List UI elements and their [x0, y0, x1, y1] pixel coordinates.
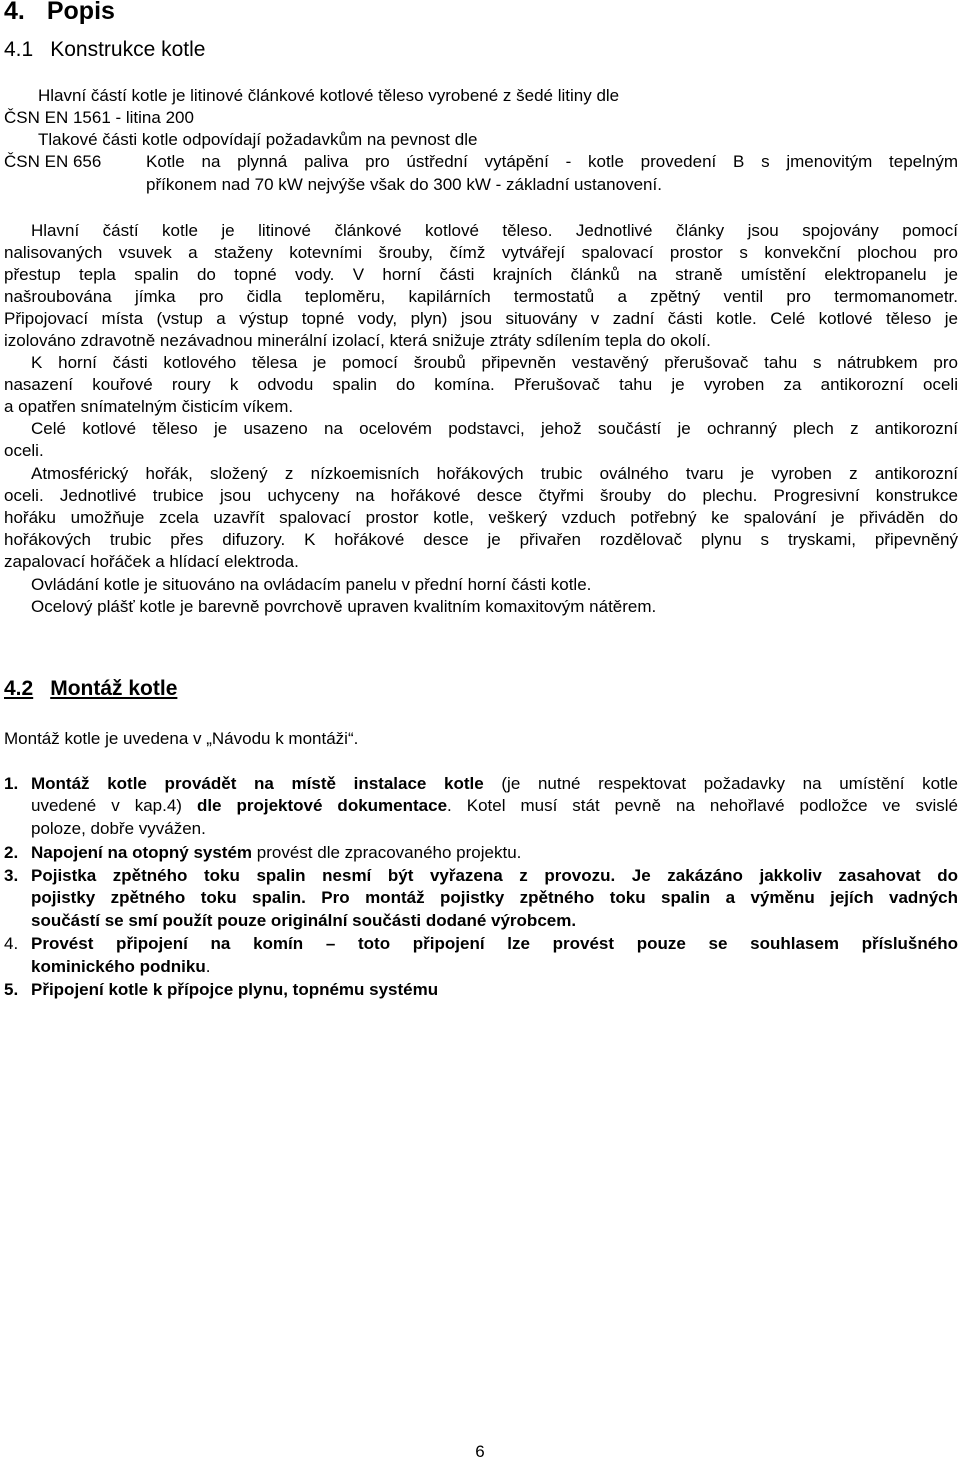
- list-item-2: Napojení na otopný systém provést dle zpracovaného projektu.: [31, 843, 522, 862]
- section-number: 4.: [4, 0, 25, 25]
- section-title: Konstrukce kotle: [50, 38, 206, 61]
- body-line: hořáku umožňuje zcela uzavřít spalovací prostor kotle, veškerý vzduch potřebný ke spalování je přiváděn do: [4, 508, 958, 527]
- body-line: nalisovaných vsuvek a staženy kotevními šrouby, čímž vytvářejí spalovací prostor s konvekční plochou pro: [4, 243, 958, 262]
- intro-line: ČSN EN 1561 - litina 200: [4, 108, 194, 127]
- intro-line: Hlavní částí kotle je litinové článkové kotlové těleso vyrobené z šedé litiny dle: [38, 86, 620, 105]
- body-line: a opatřen snímatelným čisticím víkem.: [4, 397, 294, 416]
- body-line: přestup tepla spalin do topné vody. V horní části krajních článků na straně umístění elektropanelu je: [4, 265, 958, 284]
- list-item-4-line: kominického podniku.: [31, 957, 211, 976]
- body-line: nasazení kouřové roury k odvodu spalin do komína. Přerušovač tahu je vyroben za antikorozní oceli: [4, 375, 958, 394]
- body-line: oceli.: [4, 441, 44, 460]
- body-line: Připojovací místa (vstup a výstup topné vody, plyn) jsou situovány v zadní části kotle. Celé kotlové těleso je: [4, 309, 958, 328]
- list-item-3-line: Pojistka zpětného toku spalin nesmí být vyřazena z provozu. Je zakázáno jakkoliv zasahovat do: [31, 866, 958, 885]
- standard-title-cont: příkonem nad 70 kW nejvýše však do 300 kW - základní ustanovení.: [146, 175, 662, 194]
- list-item-1-line: Montáž kotle provádět na místě instalace kotle (je nutné respektovat požadavky na umístění kotle: [31, 774, 958, 793]
- intro-line: Tlakové části kotle odpovídají požadavkům na pevnost dle: [38, 130, 478, 149]
- body-line: našroubována jímka pro čidla teploměru, kapilárních termostatů a zpětný ventil pro termomanometr.: [4, 287, 958, 306]
- list-item-5: Připojení kotle k přípojce plynu, topnému systému: [31, 980, 439, 999]
- body-line: hořákových trubic přes difuzory. K hořákové desce je přivařen rozdělovač plynu s tryskami, připevněný: [4, 530, 958, 549]
- standard-title: Kotle na plynná paliva pro ústřední vytápění - kotle provedení B s jmenovitým tepelným: [146, 152, 958, 171]
- list-item-1-line: uvedené v kap.4) dle projektové dokumentace. Kotel musí stát pevně na nehořlavé podložce ve svislé: [31, 796, 958, 815]
- list-item-4-line: Provést připojení na komín – toto připojení lze provést pouze se souhlasem příslušného: [31, 934, 958, 953]
- section-number: 4.1: [4, 38, 34, 61]
- section-title: Popis: [46, 0, 115, 25]
- section-heading-4-1: [4, 38, 205, 62]
- list-item-1-line: poloze, dobře vyvážen.: [31, 819, 206, 838]
- list-number: 3.: [4, 866, 19, 885]
- page-number: 6: [475, 1442, 485, 1461]
- montaz-intro: Montáž kotle je uvedena v „Návodu k montáži“.: [4, 729, 359, 748]
- body-line: K horní části kotlového tělesa je pomocí šroubů připevněn vestavěný přerušovač tahu s nátrubkem pro: [31, 353, 958, 372]
- body-line: oceli. Jednotlivé trubice jsou uchyceny na hořákové desce čtyřmi šrouby do plechu. Progresivní konstrukce: [4, 486, 958, 505]
- list-item-3-line: pojistky zpětného toku spalin. Pro montáž pojistky zpětného toku spalin a výměnu jejích vadných: [31, 888, 958, 907]
- body-line: izolováno zdravotně nezávadnou minerální izolací, která snižuje ztráty sdílením tepla do okolí.: [4, 331, 711, 350]
- body-line: Atmosférický hořák, složený z nízkoemisních hořákových trubic oválného tvaru je vyroben z antikorozní: [31, 464, 958, 483]
- body-line: Ovládání kotle je situováno na ovládacím panelu v přední horní části kotle.: [31, 575, 592, 594]
- standard-code: ČSN EN 656: [4, 152, 102, 171]
- list-number: 4.: [4, 934, 19, 953]
- body-line: zapalovací hořáček a hlídací elektroda.: [4, 552, 299, 571]
- list-item-3-line: součástí se smí použít pouze originální součásti dodané výrobcem.: [31, 911, 577, 930]
- body-line: Hlavní částí kotle je litinové článkové kotlové těleso. Jednotlivé články jsou spojovány pomocí: [31, 221, 958, 240]
- section-heading-4-2: [4, 677, 177, 701]
- list-number: 1.: [4, 774, 19, 793]
- section-title: Montáž kotle: [50, 677, 178, 700]
- list-number: 5.: [4, 980, 19, 999]
- body-line: Celé kotlové těleso je usazeno na ocelovém podstavci, jehož součástí je ochranný plech z antikorozní: [31, 419, 958, 438]
- body-line: Ocelový plášť kotle je barevně povrchově upraven kvalitním komaxitovým nátěrem.: [31, 597, 657, 616]
- list-number: 2.: [4, 843, 19, 862]
- section-number: 4.2: [4, 677, 34, 700]
- section-heading-4: [4, 0, 115, 26]
